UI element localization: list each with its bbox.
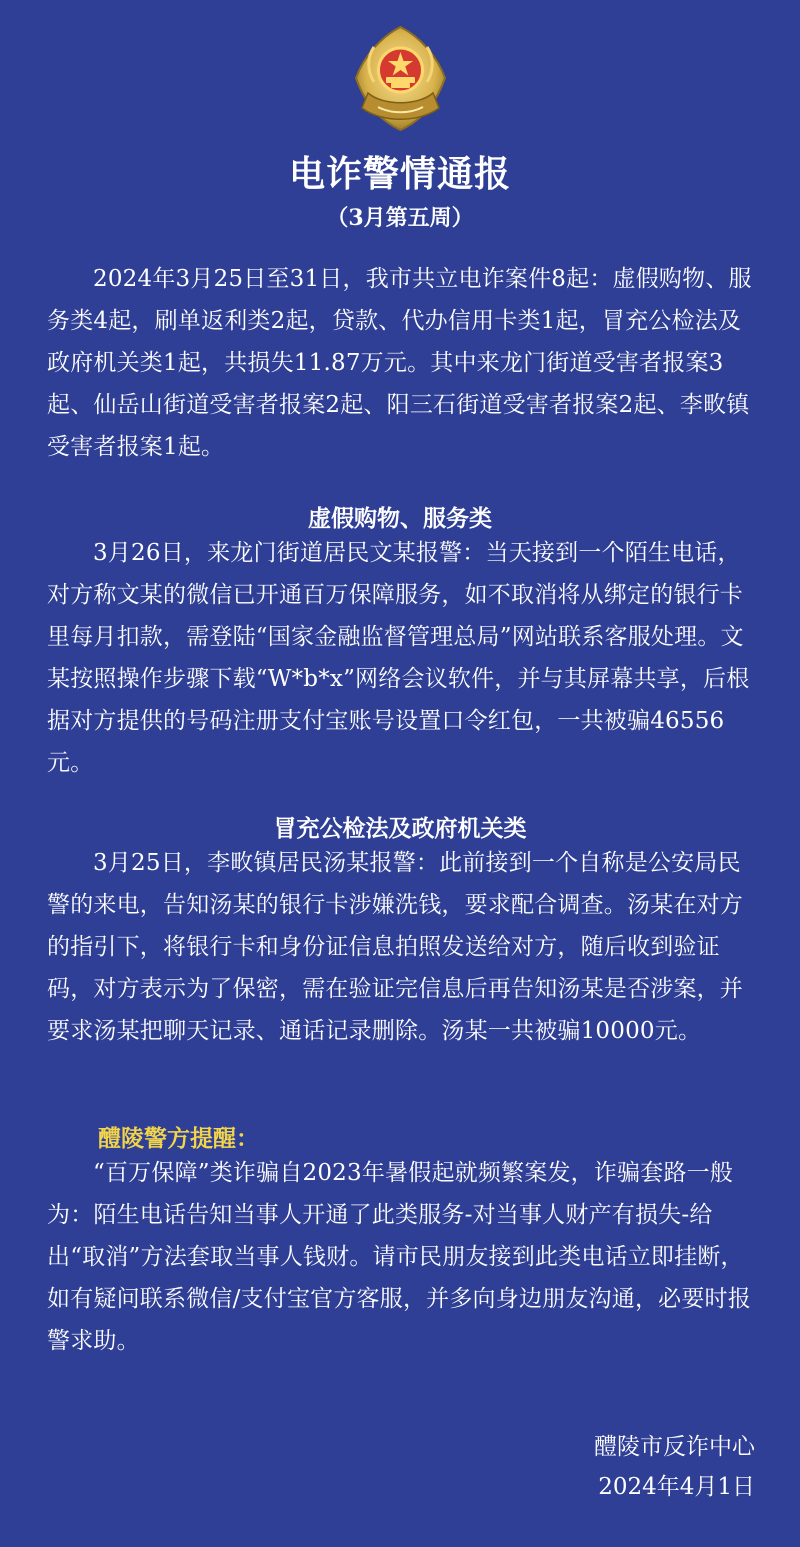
section-heading-impersonation: 冒充公检法及政府机关类: [273, 815, 527, 842]
reminder-title: 醴陵警方提醒：: [98, 1125, 259, 1152]
section-heading-fake-shopping: 虚假购物、服务类: [308, 505, 492, 532]
signature-org: 醴陵市反诈中心: [594, 1434, 755, 1460]
police-emblem-icon: [343, 22, 458, 137]
section-body-fake-shopping: 3月26日，来龙门街道居民文某报警：当天接到一个陌生电话，对方称文某的微信已开通百万保障服务，如不取消将从绑定的银行卡里每月扣款，需登陆“国家金融监督管理总局”网站联系客服处理。文某按照操作步骤下载“W*b*x”网络会议软件，并与其屏幕共享，后根据对方提供的号码注册支付宝账号设置口令红包，一共被骗46556元。: [47, 540, 750, 776]
police-emblem-svg: [343, 22, 458, 137]
reminder-body: “百万保障”类诈骗自2023年暑假起就频繁案发，诈骗套路一般为：陌生电话告知当事人开通了此类服务-对当事人财产有损失-给出“取消”方法套取当事人钱财。请市民朋友接到此类电话立即挂断，如有疑问联系微信/支付宝官方客服，并多向身边朋友沟通，必要时报警求助。: [47, 1160, 751, 1354]
section-body-impersonation: 3月25日，李畋镇居民汤某报警：此前接到一个自称是公安局民警的来电，告知汤某的银行卡涉嫌洗钱，要求配合调查。汤某在对方的指引下，将银行卡和身份证信息拍照发送给对方，随后收到验证码，对方表示为了保密，需在验证完信息后再告知汤某是否涉案，并要求汤某把聊天记录、通话记录删除。汤某一共被骗10000元。: [47, 850, 743, 1044]
signature-date: 2024年4月1日: [598, 1474, 755, 1500]
page-subtitle: （3月第五周）: [326, 205, 474, 231]
page-title: 电诈警情通报: [288, 153, 511, 195]
intro-paragraph: 2024年3月25日至31日，我市共立电诈案件8起：虚假购物、服务类4起，刷单返利类2起，贷款、代办信用卡类1起，冒充公检法及政府机关类1起，共损失11.87万元。其中来龙门街道受害者报案3起、仙岳山街道受害者报案2起、阳三石街道受害者报案2起、李畋镇受害者报案1起。: [47, 266, 752, 460]
